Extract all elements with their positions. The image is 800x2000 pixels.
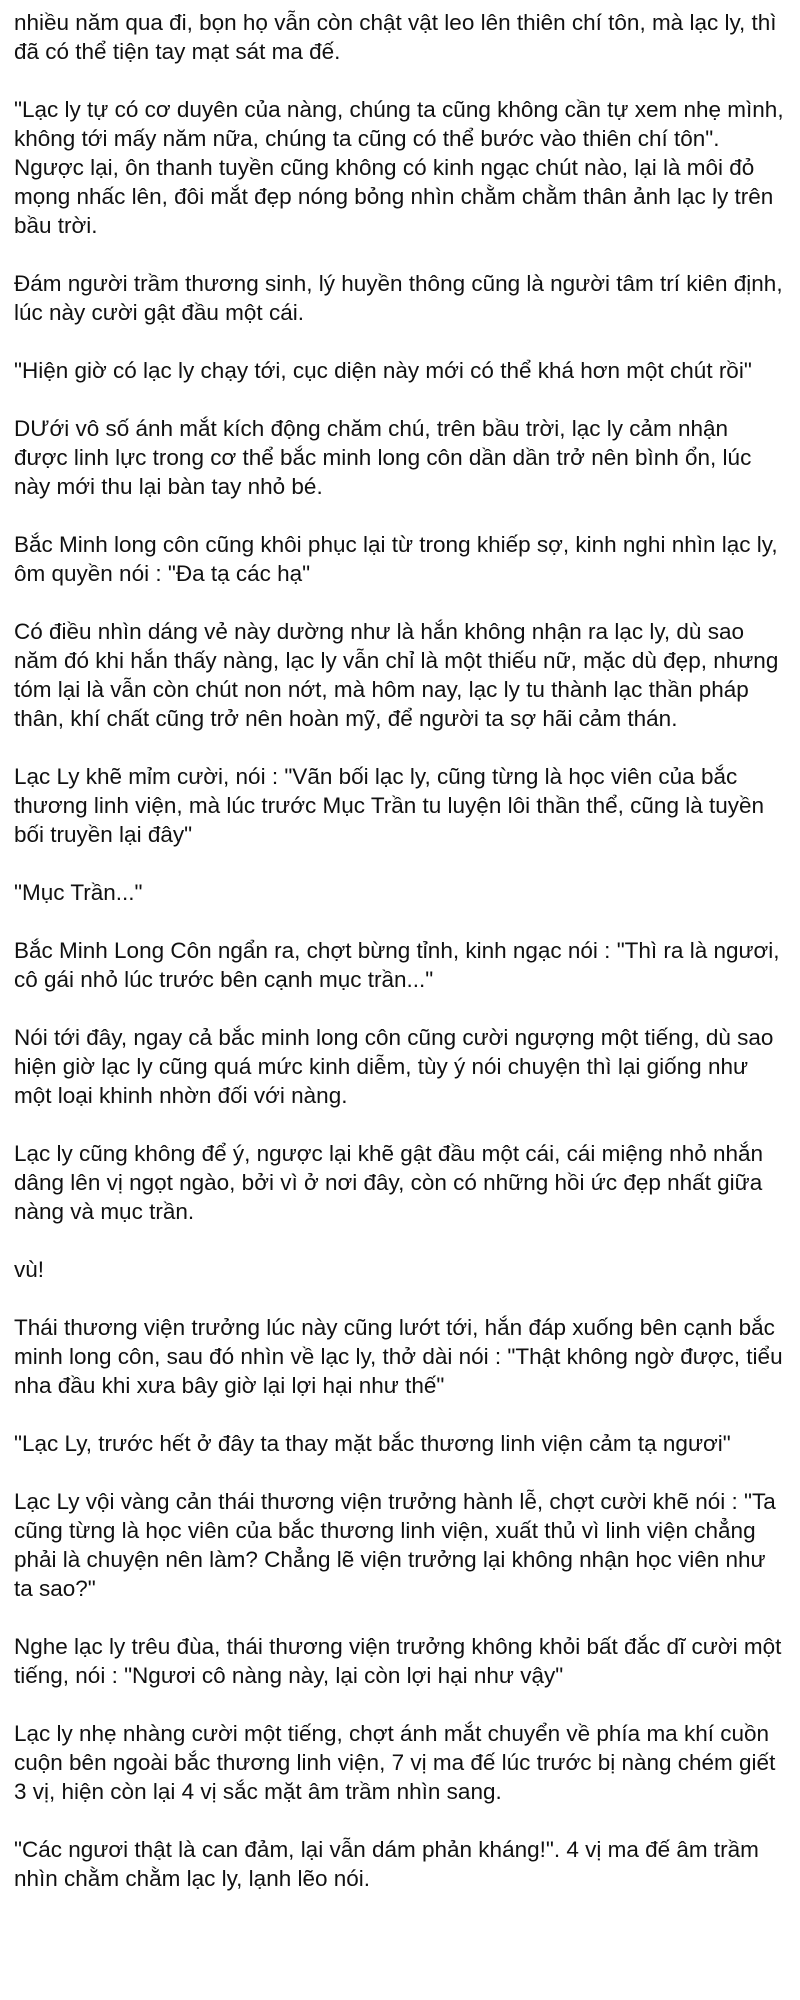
paragraph: Có điều nhìn dáng vẻ này dường như là hắn không nhận ra lạc ly, dù sao năm đó khi hắn thấy nàng, lạc ly vẫn chỉ là một thiếu nữ, mặc dù đẹp, nhưng tóm lại là vẫn còn chút non nớt, mà hôm nay, lạc ly tu thành lạc thần pháp thân, khí chất cũng trở nên hoàn mỹ, để người ta sợ hãi cảm thán. — [14, 619, 779, 731]
paragraph: Nói tới đây, ngay cả bắc minh long côn cũng cười ngượng một tiếng, dù sao hiện giờ lạc ly cũng quá mức kinh diễm, tùy ý nói chuyện thì lại giống như một loại khinh nhờn đối với nàng. — [14, 1025, 774, 1108]
paragraph: Lạc ly cũng không để ý, ngược lại khẽ gật đầu một cái, cái miệng nhỏ nhắn dâng lên vị ngọt ngào, bởi vì ở nơi đây, còn có những hồi ức đẹp nhất giữa nàng và mục trần. — [14, 1141, 764, 1224]
paragraph: DƯới vô số ánh mắt kích động chăm chú, trên bầu trời, lạc ly cảm nhận được linh lực trong cơ thể bắc minh long côn dần dần trở nên bình ổn, lúc này mới thu lại bàn tay nhỏ bé. — [14, 416, 752, 499]
paragraph: "Các ngươi thật là can đảm, lại vẫn dám phản kháng!". 4 vị ma đế âm trầm nhìn chằm chằm lạc ly, lạnh lẽo nói. — [14, 1837, 759, 1891]
paragraph: Nghe lạc ly trêu đùa, thái thương viện trưởng không khỏi bất đắc dĩ cười một tiếng, nói : "Ngươi cô nàng này, lại còn lợi hại như vậy" — [14, 1634, 782, 1688]
paragraph: Đám người trầm thương sinh, lý huyền thông cũng là người tâm trí kiên định, lúc này cười gật đầu một cái. — [14, 271, 783, 325]
paragraph: "Hiện giờ có lạc ly chạy tới, cục diện này mới có thể khá hơn một chút rồi" — [14, 358, 752, 383]
paragraph: "Lạc Ly, trước hết ở đây ta thay mặt bắc thương linh viện cảm tạ ngươi" — [14, 1431, 731, 1456]
paragraph: "Lạc ly tự có cơ duyên của nàng, chúng ta cũng không cần tự xem nhẹ mình, không tới mấy năm nữa, chúng ta cũng có thể bước vào thiên chí tôn". Ngược lại, ôn thanh tuyền cũng không có kinh ngạc chút nào, lại là môi đỏ mọng nhấc lên, đôi mắt đẹp nóng bỏng nhìn chằm chằm thân ảnh lạc ly trên bầu trời. — [14, 97, 784, 238]
paragraph: Lạc ly nhẹ nhàng cười một tiếng, chợt ánh mắt chuyển về phía ma khí cuồn cuộn bên ngoài bắc thương linh viện, 7 vị ma đế lúc trước bị nàng chém giết 3 vị, hiện còn lại 4 vị sắc mặt âm trầm nhìn sang. — [14, 1721, 776, 1804]
paragraph: "Mục Trần..." — [14, 880, 143, 905]
paragraph: Thái thương viện trưởng lúc này cũng lướt tới, hắn đáp xuống bên cạnh bắc minh long côn, sau đó nhìn về lạc ly, thở dài nói : "Thật không ngờ được, tiểu nha đầu khi xưa bây giờ lại lợi hại như thế" — [14, 1315, 783, 1398]
paragraph: vù! — [14, 1257, 45, 1282]
paragraph: Lạc Ly khẽ mỉm cười, nói : "Vãn bối lạc ly, cũng từng là học viên của bắc thương linh viện, mà lúc trước Mục Trần tu luyện lôi thần thể, cũng là tuyền bối truyền lại đây" — [14, 764, 765, 847]
paragraph: Bắc Minh Long Côn ngẩn ra, chợt bừng tỉnh, kinh ngạc nói : "Thì ra là ngươi, cô gái nhỏ lúc trước bên cạnh mục trần..." — [14, 938, 780, 992]
paragraph: Lạc Ly vội vàng cản thái thương viện trưởng hành lễ, chợt cười khẽ nói : "Ta cũng từng là học viên của bắc thương linh viện, xuất thủ vì linh viện chẳng phải là chuyện nên làm? Chẳng lẽ viện trưởng lại không nhận học viên như ta sao?" — [14, 1489, 776, 1601]
paragraph: Bắc Minh long côn cũng khôi phục lại từ trong khiếp sợ, kinh nghi nhìn lạc ly, ôm quyền nói : "Đa tạ các hạ" — [14, 532, 778, 586]
paragraph: nhiều năm qua đi, bọn họ vẫn còn chật vật leo lên thiên chí tôn, mà lạc ly, thì đã có thể tiện tay mạt sát ma đế. — [14, 10, 777, 64]
